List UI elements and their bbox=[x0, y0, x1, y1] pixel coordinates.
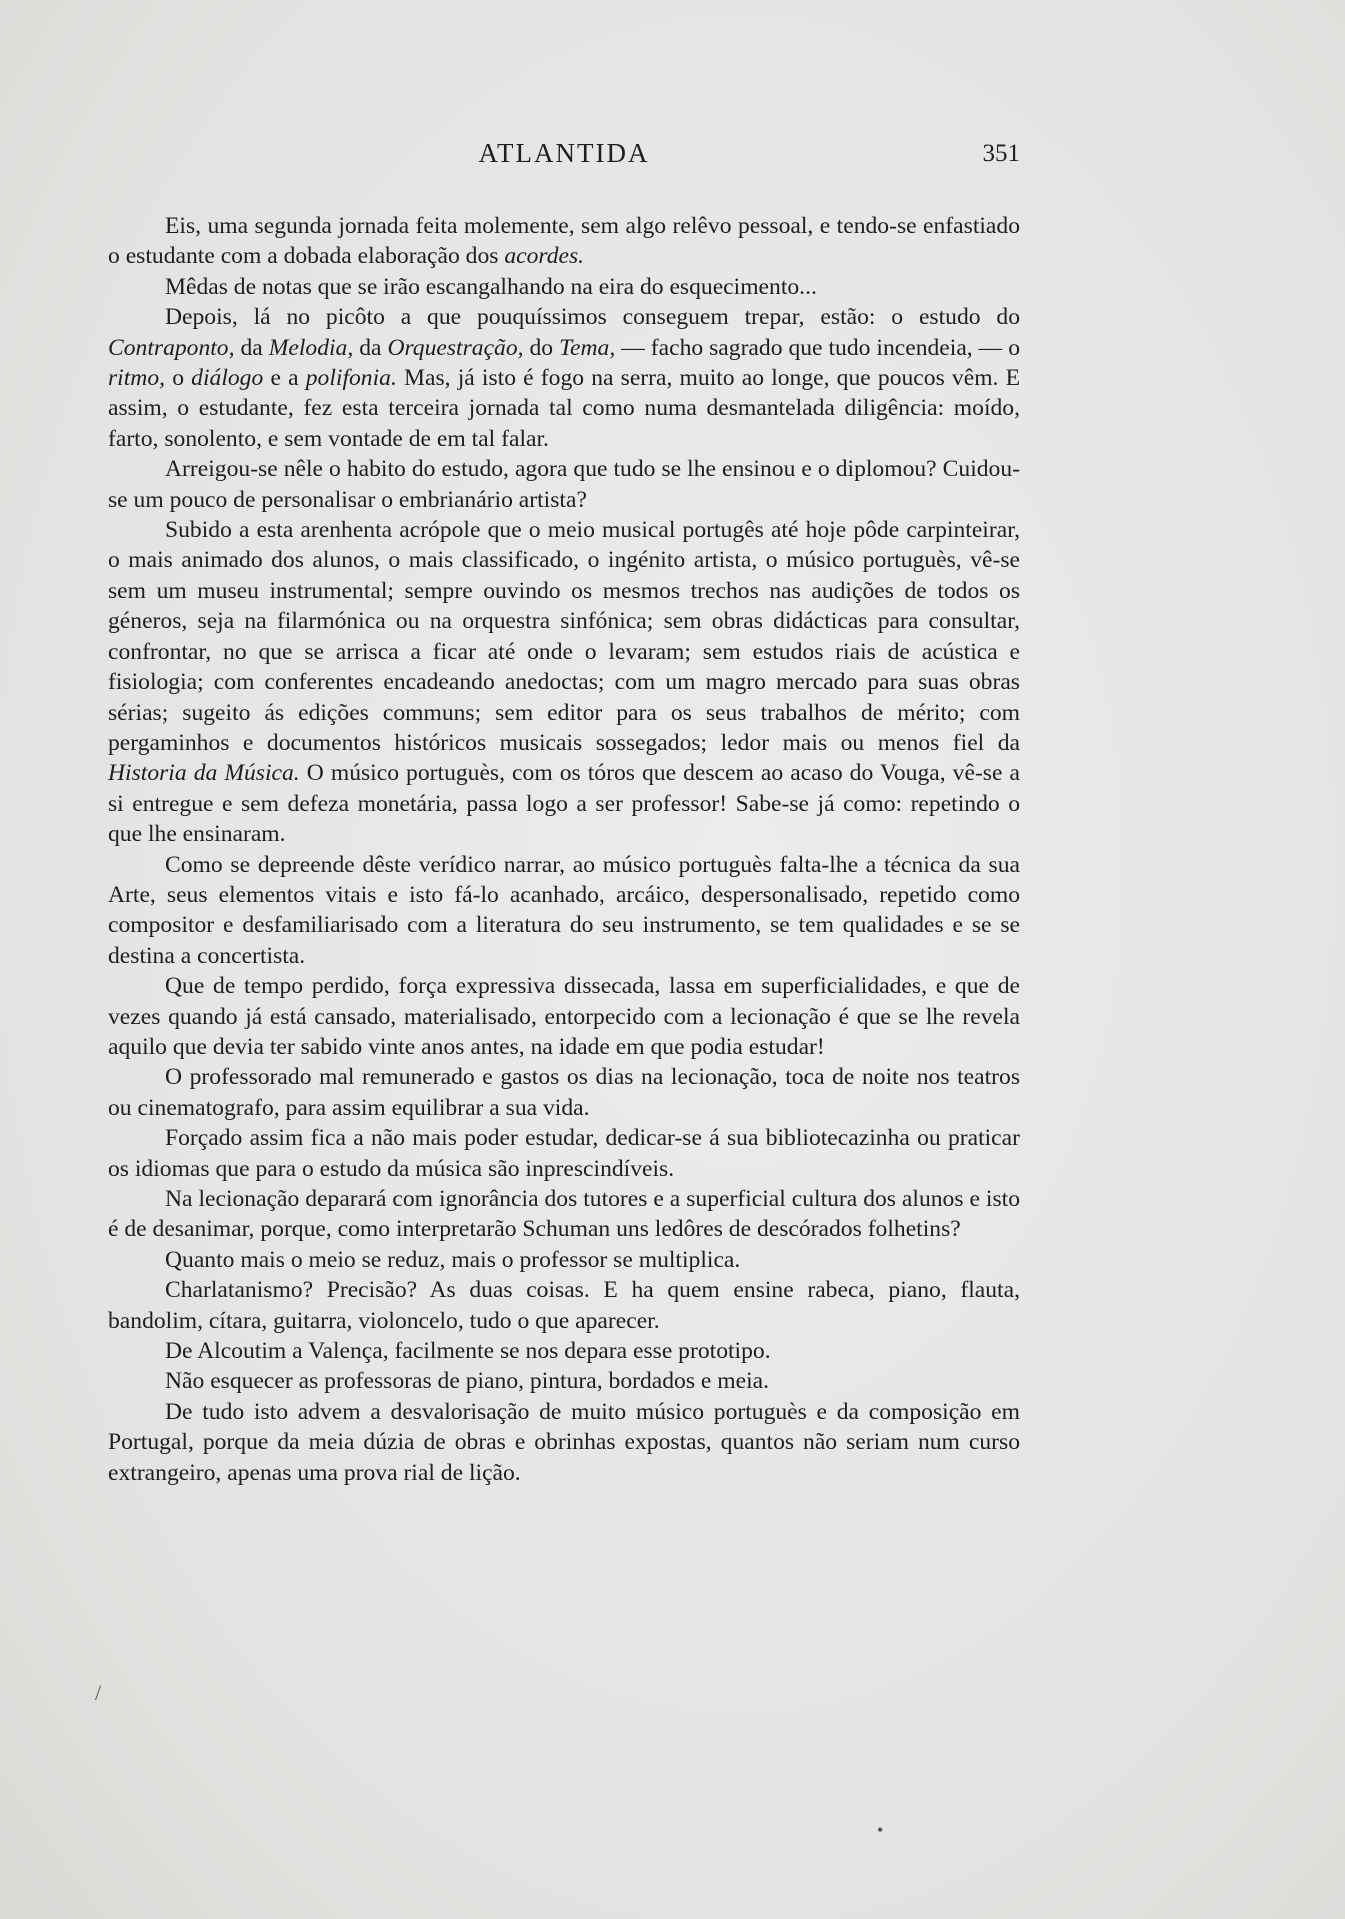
paragraph: Mêdas de notas que se irão escangalhando na eira do esquecimento... bbox=[165, 273, 817, 300]
text-run: do bbox=[523, 334, 560, 361]
paragraph: Forçado assim fica a não mais poder estudar, dedicar-se á sua bibliotecazinha ou praticar os idiomas que para o estudo da música são inprescindíveis. bbox=[108, 1125, 1020, 1182]
paragraph: De tudo isto advem a desvalorisação de muito músico portuguès e da composição em Portugal, porque da meia dúzia de obras e obrinhas expostas, quantos não seriam num curso extrangeiro, apenas uma prova rial de lição. bbox=[108, 1398, 1020, 1486]
paragraph bbox=[108, 302, 1020, 454]
running-title: ATLANTIDA bbox=[478, 138, 650, 168]
stray-mark: / bbox=[95, 1680, 102, 1705]
italic-term: Tema, bbox=[559, 334, 616, 361]
paragraph: Quanto mais o meio se reduz, mais o professor se multiplica. bbox=[165, 1246, 741, 1273]
paragraph: Não esquecer as professoras de piano, pintura, bordados e meia. bbox=[165, 1368, 770, 1395]
paragraph bbox=[108, 211, 1020, 272]
page-header bbox=[108, 138, 1020, 178]
italic-term: polifonia. bbox=[305, 365, 397, 392]
italic-term: Historia da Música. bbox=[108, 760, 300, 787]
text-run: O músico portuguès, com os tóros que descem ao acaso do Vouga, vê-se a si entregue e sem defeza monetária, passa logo a ser professor! Sabe-se já como: repetindo o que lhe ensinaram. bbox=[108, 760, 1020, 848]
body-text bbox=[108, 211, 1020, 1488]
italic-term: diálogo bbox=[191, 365, 264, 392]
text-run: Depois, lá no picôto a que pouquíssimos conseguem trepar, estão: o estudo do bbox=[165, 304, 1020, 331]
italic-term: Orquestração, bbox=[387, 334, 524, 361]
paragraph: O professorado mal remunerado e gastos os dias na lecionação, toca de noite nos teatros ou cinematografo, para assim equilibrar a sua vida. bbox=[108, 1064, 1020, 1121]
italic-term: Melodia, bbox=[268, 334, 354, 361]
paragraph: Na lecionação deparará com ignorância dos tutores e a superficial cultura dos alunos e isto é de desanimar, porque, como interpretarão Schuman uns ledôres de descórados folhetins? bbox=[108, 1186, 1020, 1243]
text-run: Subido a esta arenhenta acrópole que o meio musical portugês até hoje pôde carpinteirar, o mais animado dos alunos, o mais classificado, o ingénito artista, o músico portuguès, vê-se sem um museu instrumental; sempre ouvindo os mesmos trechos nas audições de todos os géneros, seja na filarmónica ou na orquestra sinfónica; sem obras didácticas para consultar, confrontar, no que se arrisca a ficar até onde o levaram; sem estudos riais de acústica e fisiologia; com conferentes encadeando anedoctas; com um magro mercado para suas obras sérias; sugeito ás edições communs; sem editor para os seus trabalhos de mérito; com pergaminhos e documentos históricos musicais sossegados; ledor mais ou menos fiel da bbox=[108, 517, 1020, 756]
text-run: Eis, uma segunda jornada feita molemente, sem algo relêvo pessoal, e tendo-se enfastiado o estudante com a dobada elaboração dos bbox=[108, 213, 1020, 270]
text-run: o bbox=[165, 365, 192, 392]
text-run: da bbox=[234, 334, 269, 361]
paragraph: Como se depreende dêste verídico narrar, ao músico portuguès falta-lhe a técnica da sua Arte, seus elementos vitais e isto fá-lo acanhado, arcáico, despersonalisado, repetido como compositor e desfamiliarisado com a literatura do seu instrumento, se tem qualidades e se se destina a concertista. bbox=[108, 851, 1020, 969]
stray-dot: • bbox=[877, 1820, 884, 1840]
italic-term: acordes. bbox=[504, 243, 585, 270]
text-run: da bbox=[353, 334, 388, 361]
text-run: e a bbox=[263, 365, 306, 392]
italic-term: Contraponto, bbox=[108, 334, 235, 361]
text-run: — facho sagrado que tudo incendeia, — o bbox=[615, 334, 1020, 361]
paragraph: Que de tempo perdido, força expressiva dissecada, lassa em superficialidades, e que de vezes quando já está cansado, materialisado, entorpecido com a lecionação é que se lhe revela aquilo que devia ter sabido vinte anos antes, na idade em que podia estudar! bbox=[108, 973, 1020, 1060]
italic-term: ritmo, bbox=[108, 365, 166, 392]
text-run: Mas, já isto é fogo na serra, muito ao longe, que poucos vêm. E assim, o estudante, fez esta terceira jornada tal como numa desmantelada diligência: moído, farto, sonolento, e sem vontade de em tal falar. bbox=[108, 365, 1021, 452]
paragraph bbox=[108, 515, 1020, 849]
paragraph: Charlatanismo? Precisão? As duas coisas. E ha quem ensine rabeca, piano, flauta, bandolim, cítara, guitarra, violoncelo, tudo o que aparecer. bbox=[108, 1277, 1020, 1334]
paragraph: Arreigou-se nêle o habito do estudo, agora que tudo se lhe ensinou e o diplomou? Cuidou-se um pouco de personalisar o embrianário artista? bbox=[108, 456, 1020, 513]
paragraph: De Alcoutim a Valença, facilmente se nos depara esse prototipo. bbox=[165, 1338, 771, 1365]
page-number: 351 bbox=[982, 140, 1020, 167]
